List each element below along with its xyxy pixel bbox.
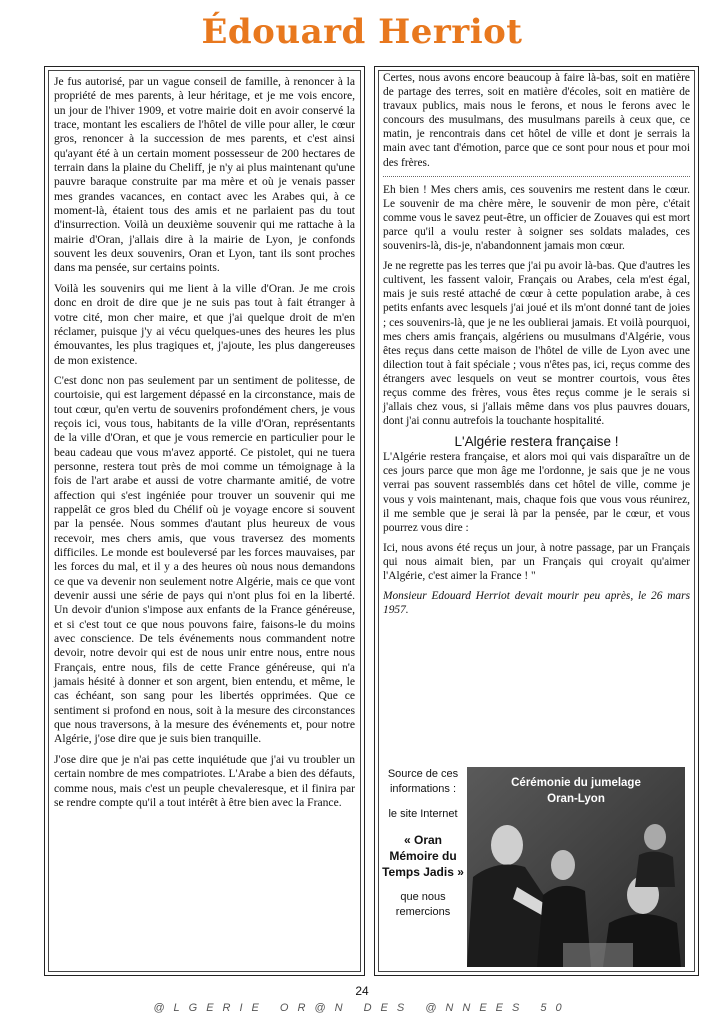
paragraph: J'ose dire que je n'ai pas cette inquiétude que j'ai vu troubler un certain nombre de mes compatriotes. L'Arabe a bien des défauts, comme nous, mais c'est un peuple chevaleresque, et il finira par se rendre compte qu'il a tout intérêt à être bien avec la France. bbox=[54, 752, 355, 809]
photo-block bbox=[381, 767, 687, 967]
photo-caption-line: Cérémonie du jumelage bbox=[511, 777, 641, 789]
footer-banner: @LGERIE OR@N DES @NNEES 50 bbox=[153, 1002, 571, 1014]
photo-caption-line: Oran-Lyon bbox=[547, 793, 605, 805]
left-column bbox=[44, 66, 365, 976]
source-site-name: « Oran Mémoire du Temps Jadis » bbox=[382, 833, 464, 879]
source-credit bbox=[381, 767, 465, 967]
source-line: Source de ces informations : bbox=[387, 768, 459, 795]
section-subheading: L'Algérie restera française ! bbox=[454, 434, 619, 450]
right-column bbox=[374, 66, 699, 976]
page-number: 24 bbox=[355, 984, 369, 998]
paragraph: Ici, nous avons été reçus un jour, à notre passage, par un Français qui nous aimait bien, par un Français qui croyait qu'aimer l'Algérie, c'est aimer la France ! " bbox=[383, 541, 690, 582]
divider bbox=[383, 176, 690, 177]
paragraph: Je fus autorisé, par un vague conseil de famille, à renoncer à la propriété de mes parents, à leur héritage, et je me vois encore, un jour de l'hiver 1909, et votre mairie doit en avoir conservé la trace, montant les escaliers de l'hôtel de ville pour aller, le cœur gros, renoncer à la succession de mes parents, et c'est ainsi qu'ayant été à un certain moment possesseur de 200 hectares de terrain dans la plaine du Cheliff, je n'y ai plus maintenant qu'une pauvre baraque construite par ma mère et où je venais passer mes grandes vacances, en contact avec les Arabes qui, à ce moment-là, étaient tous des amis et ne parlaient pas du tout d'insurrection. Voilà un deuxième souvenir qui me rattache à la mairie d'Oran, j'allais dire à la mairie de Lyon, je confonds souvent les deux souvenirs, Oran et Lyon, tant ils sont proches dans ma pensée, sur certains points. bbox=[54, 75, 355, 275]
source-line: que nous remercions bbox=[395, 891, 451, 918]
photo-caption bbox=[467, 775, 685, 807]
paragraph: Certes, nous avons encore beaucoup à faire là-bas, soit en matière de partage des terres, soit en matière d'écoles, soit en matière de travaux publics, mais nous le ferons, et nous le ferons avec le concours des musulmans, des musulmans pareils à ceux que, ce matin, je rencontrais dans cet hôtel de ville et dont je serrais la main avec tant d'émotion, parce que ce sont pour nous et pour moi des frères. bbox=[383, 72, 690, 169]
closing-note: Monsieur Edouard Herriot devait mourir peu après, le 26 mars 1957. bbox=[383, 590, 690, 617]
ceremony-photo bbox=[467, 767, 685, 967]
source-line: le site Internet bbox=[388, 808, 458, 820]
paragraph: L'Algérie restera française, et alors moi qui vais disparaître un de ces jours parce que mon âge me l'ordonne, je sais que je ne vous verrai pas souvent rassemblés dans cet hôtel de ville, comme je vous y vois maintenant, mais, chaque fois que vous vous réunirez, il me semble que je serai là par la pensée, par le cœur, et vous pourrez vous dire : bbox=[383, 451, 690, 534]
page-title: Édouard Herriot bbox=[201, 12, 523, 52]
paragraph: Voilà les souvenirs qui me lient à la ville d'Oran. Je me crois donc en droit de dire que je ne suis pas tout à fait étranger à votre cité, mon cher maire, et que j'ai quelque droit de m'en réclamer, puisque j'y ai vécu quelques-unes des heures les plus émouvantes, les plus tragiques et, j'ajoute, les plus dangereuses de mon existence. bbox=[54, 281, 355, 367]
paragraph: Eh bien ! Mes chers amis, ces souvenirs me restent dans le cœur. Le souvenir de ma chère mère, le souvenir de mon père, c'était comme vous le savez peut-être, un officier de Zouaves qui est mort parce qu'il a voulu rester à soigner ses soldats malades, ces souvenirs-là, dis-je, n'abandonnent jamais mon cœur. bbox=[383, 183, 690, 253]
paragraph: C'est donc non pas seulement par un sentiment de politesse, de courtoisie, qui est largement dépassé en la circonstance, mais de tout cœur, qu'en vertu de souvenirs profondément chers, je vous reçois ici, vous tous, habitants de la ville d'Oran, représentants de la ville d'Oran, et que je vous remercie en particulier pour le beau cadeau que vous m'avez apporté. Ce pistolet, qui ne tuera personne, restera tout près de moi comme un témoignage à la fois de l'art arabe et aussi de votre charmante amitié, de votre affection qui s'est ingéniée pour trouver un souvenir qui me rappelât ce gros bled du Chélif où je voyage encore si souvent par la pensée. Nous sommes d'autant plus heureux de vous recevoir, mes chers amis, que vous traversez des moments difficiles. Le monde est bouleversé par les forces mauvaises, par les forces du mal, et il y a des heures où nous nous demandons ce que va devenir non seulement notre Algérie, mais ce que vont devenir aussi une série de pays qui n'ont plus foi en la liberté. Un devoir d'union s'impose aux enfants de la France généreuse, et si c'est tout ce que nous pouvons faire, faisons-le du moins avec conscience. De tels événements nous commandent notre devoir, notre devoir qui est de nous unir entre nous, entre nous Français, entre nous, fils de cette France généreuse, qui n'a jamais hésité à donner et son argent, bien entendu, et même, le cas échéant, son sang pour les libertés opprimées. Que ce sentiment si profond en nous, soit à la mesure des circonstances que nous traversons, à la mesure des événements et, pour notre Algérie, j'ose dire que je suis bien tranquille. bbox=[54, 373, 355, 746]
right-column-content bbox=[383, 71, 690, 617]
paragraph: Je ne regrette pas les terres que j'ai pu avoir là-bas. Que d'autres les cultivent, les fassent valoir, Français ou Arabes, cela m'est égal, mais je suis resté attaché de cœur à cette population arabe, à ces petits enfants avec lesquels j'ai joué et ils m'ont donné tant de joies ; ces souvenirs-là, que je ne les oublierai jamais. Et voilà pourquoi, mes chers amis français, algériens ou musulmans d'Algérie, vous êtes reçus dans cette maison de l'hôtel de ville de Lyon avec une dilection tout à fait spéciale ; vous n'êtes pas, ici, reçus comme des étrangers avec lesquels on veut se montrer courtois, vous êtes reçus comme des frères, vous êtes reçus comme je le serais si j'allais chez vous, si j'allais même dans vos plus pauvres douars, dont j'ai connu autrefois la touchante hospitalité. bbox=[383, 260, 690, 428]
left-column-content bbox=[54, 75, 355, 810]
